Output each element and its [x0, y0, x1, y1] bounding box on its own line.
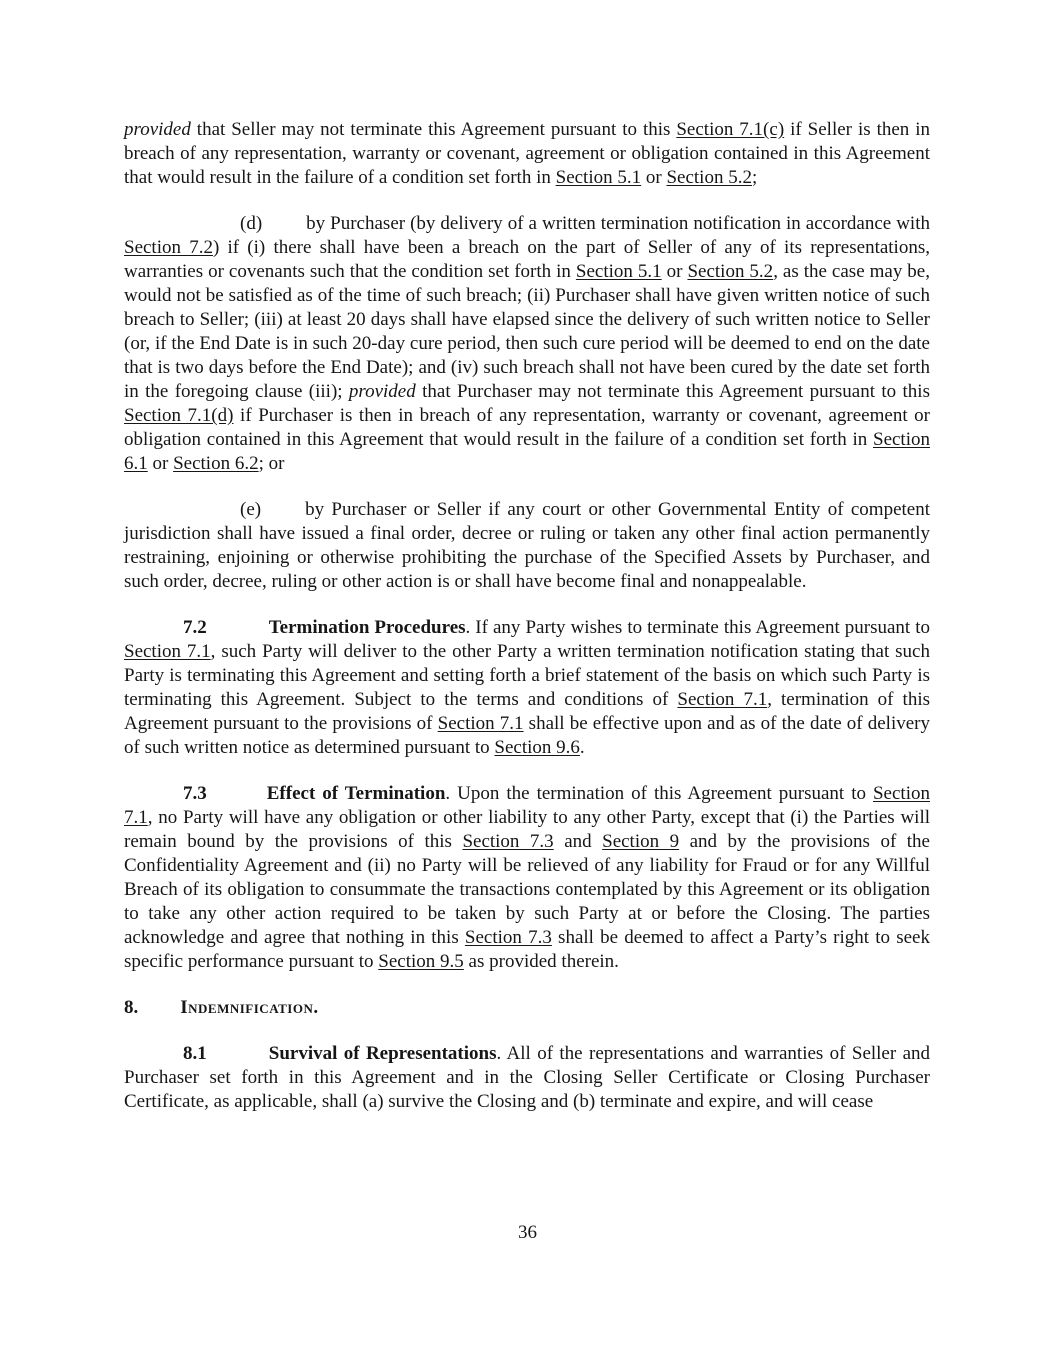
text-run: Section 7.2 — [124, 237, 213, 258]
text-run: shall be deemed to affect a Party’s right to seek specific performance pursuant to — [124, 927, 930, 972]
text-run: and by the provisions of the Confidentiality Agreement and (ii) no Party will be relieved of any liability for Fraud or for any Willful Breach of its obligation to consummate the transactions contemplated by this Agreement or its obligation to take any other action required to be taken by such Party at or before the Closing. The parties acknowledge and agree that nothing in this — [124, 831, 930, 948]
text-run: Section 7.1 — [437, 713, 524, 734]
text-run: 8.1 — [183, 1043, 207, 1064]
text-run: Effect of Termination — [266, 783, 446, 804]
text-run: as provided therein. — [463, 951, 619, 972]
text-run: , as the case may be, would not be satisfied as of the time of such breach; (ii) Purchaser shall have given written notice of such breach to Seller; (iii) at least 20 days shall have elapsed since the delivery of such written notice to Seller (or, if the End Date is in such 20-day cure period, then such cure period will be deemed to end on the date that is two days before the End Date); and (iv) such breach shall not have been cured by the date set forth in the foregoing clause (iii); — [124, 261, 930, 402]
text-run: Section 5.1 — [575, 261, 662, 282]
text-run: Section 9.6 — [494, 737, 580, 758]
text-run: , termination of this Agreement pursuant to the provisions of — [124, 689, 931, 734]
tab-spacer — [207, 782, 267, 806]
text-run: ; or — [258, 453, 285, 474]
text-run: Section 9.5 — [378, 951, 464, 972]
tab-spacer — [207, 616, 269, 640]
text-run: , such Party will deliver to the other Party a written termination notification stating that such Party is terminating this Agreement and setting forth a brief statement of the basis on which such Party is terminating this Agreement. Subject to the terms and conditions of — [124, 641, 930, 710]
text-run: (d) — [240, 213, 263, 234]
text-run: . All of the representations and warranties of Seller and Purchaser set forth in this Agreement and in the Closing Seller Certificate or Closing Purchaser Certificate, as applicable, shall (a) survive the Closing and (b) terminate and expire, and will cease — [124, 1043, 931, 1112]
text-run: Section 7.1(d) — [124, 405, 234, 426]
text-run: Section 5.2 — [687, 261, 774, 282]
tab-spacer — [207, 1042, 269, 1066]
text-run: shall be effective upon and as of the date of delivery of such written notice as determined pursuant to — [124, 713, 930, 758]
text-run: or — [641, 167, 667, 188]
text-run: Section 5.2 — [666, 167, 752, 188]
text-run: or — [661, 261, 688, 282]
text-run: Section 5.1 — [555, 167, 642, 188]
text-run: or — [147, 453, 174, 474]
text-run: Section 7.1 — [677, 689, 768, 710]
text-run: ; — [751, 167, 758, 188]
text-run: Termination Procedures — [268, 617, 466, 638]
tab-spacer — [262, 212, 306, 236]
text-run: Section 7.3 — [464, 927, 552, 948]
text-run: Section 7.1 — [124, 783, 930, 828]
text-run: ) if (i) there shall have been a breach on the part of Seller of any of its representations, warranties or covenants such that the condition set forth in — [124, 237, 930, 282]
text-run: that Seller may not terminate this Agreement pursuant to this — [190, 119, 677, 140]
text-run: Section 6.1 — [124, 429, 930, 474]
section-7-3-effect-of-termination — [124, 782, 930, 974]
page-number: 36 — [518, 1222, 537, 1243]
clause-7-1-c-proviso — [124, 118, 930, 190]
text-run: Indemnification. — [180, 997, 319, 1018]
text-run: and — [553, 831, 603, 852]
text-run: . — [579, 737, 585, 758]
heading-8-indemnification — [124, 996, 930, 1020]
text-run: by Purchaser (by delivery of a written termination notification in accordance with — [306, 213, 930, 234]
text-run: 7.2 — [183, 617, 207, 638]
text-run: provided — [348, 381, 416, 402]
text-run: 8. — [124, 997, 139, 1018]
clause-7-1-d — [124, 212, 930, 476]
text-run: (e) — [240, 499, 262, 520]
text-run: Section 7.3 — [462, 831, 554, 852]
text-run: by Purchaser or Seller if any court or other Governmental Entity of competent jurisdiction shall have issued a final order, decree or ruling or taken any other final action permanently restraining, enjoining or otherwise prohibiting the purchase of the Specified Assets by Purchaser, and such order, decree, ruling or other action is or shall have become final and nonappealable. — [124, 499, 930, 592]
tab-spacer — [138, 996, 180, 1020]
section-7-2-termination-procedures — [124, 616, 930, 760]
section-8-1-survival-of-representations — [124, 1042, 930, 1114]
text-run: , no Party will have any obligation or other liability to any other Party, except that (i) the Parties will remain bound by the provisions of this — [124, 807, 930, 852]
text-run: if Seller is then in breach of any representation, warranty or covenant, agreement or obligation contained in this Agreement that would result in the failure of a condition set forth in — [124, 119, 931, 188]
tab-spacer — [261, 498, 305, 522]
text-run: . If any Party wishes to terminate this Agreement pursuant to — [465, 617, 930, 638]
text-run: 7.3 — [183, 783, 207, 804]
text-run: Survival of Representations — [268, 1043, 497, 1064]
clause-7-1-e — [124, 498, 930, 594]
text-run: . Upon the termination of this Agreement pursuant to — [445, 783, 873, 804]
text-run: Section 9 — [602, 831, 680, 852]
text-run: Section 7.1 — [124, 641, 211, 662]
text-run: that Purchaser may not terminate this Agreement pursuant to this — [415, 381, 930, 402]
text-run: provided — [124, 119, 191, 140]
text-run: if Purchaser is then in breach of any representation, warranty or covenant, agreement or obligation contained in this Agreement that would result in the failure of a condition set forth in — [124, 405, 930, 450]
document-body — [124, 118, 930, 1114]
text-run: Section 7.1(c) — [676, 119, 785, 140]
text-run: Section 6.2 — [173, 453, 259, 474]
